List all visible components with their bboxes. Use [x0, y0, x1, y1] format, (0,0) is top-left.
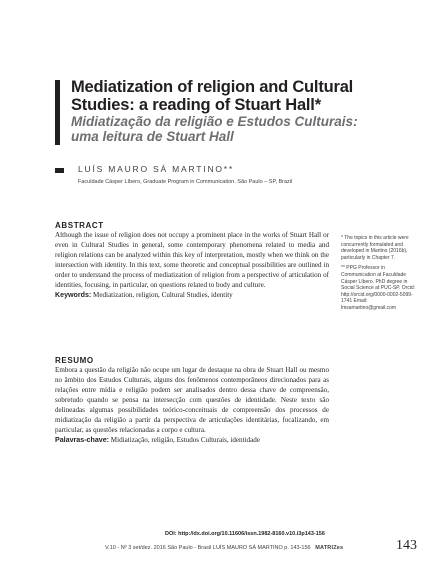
- abstract-text: Although the issue of religion does not occupy a prominent place in the works of Stuart Hall or even in Cultural Studies in general, some contemporary phenomena related to media and religion relations can be analyzed within this key of interpretation, mostly when we think on the intersection with identity. In this text, some theoretic and conceptual possibilities are outlined in order to understand the process of mediatization of religion from a perspective of articulation of identities, focusing, in particular, on questions related to body and culture.: [55, 231, 329, 289]
- footnotes: [341, 235, 417, 316]
- keywords-label: Keywords:: [55, 290, 92, 299]
- title-pt-line-2: uma leitura de Stuart Hall: [71, 129, 234, 144]
- keywords-value: Mediatization, religion, Cultural Studies, identity: [91, 290, 233, 299]
- citation-text: V.10 - Nº 3 set/dez. 2016 São Paulo - Brasil LUÍS MAURO SÁ MARTINO p. 143-156: [105, 545, 311, 551]
- author-name: LUÍS MAURO SÁ MARTINO**: [78, 164, 235, 174]
- resumo-keywords: [55, 436, 329, 446]
- resumo-heading: RESUMO: [55, 356, 94, 365]
- footer-citation: [105, 545, 343, 551]
- abstract-keywords: [55, 291, 329, 301]
- footnote-1: * The topics in this article were concurrently formulated and developed in Martino (2016b), particularly in Chapter 7.: [341, 235, 409, 261]
- title-accent-bar: [55, 80, 60, 145]
- journal-name: MATRIZes: [315, 545, 344, 551]
- article-title-portuguese: [71, 114, 371, 144]
- palavras-chave-value: Midiatização, religião, Estudos Culturais, identidade: [109, 435, 260, 444]
- footnote-2: ** PPG Professor in Communication at Faculdade Cásper Líbero. PhD degree in Social Science at PUC-SP. Orcid: http://orcid.org/0000-0002-5099-1741 Email: lmsamartino@gmail.com: [341, 265, 416, 311]
- resumo-text: Embora a questão da religião não ocupe um lugar de destaque na obra de Stuart Hall ou mesmo no âmbito dos Estudos Culturais, alguns dos fenômenos contemporâneos direcionados para as relações entre mídia e religião podem ser analisados dentro dessa chave de compreensão, sobretudo quando se pensa na intersecção com questões de identidade. Neste texto são delineadas algumas possibilidades teórico-conceituais de compreensão dos processos de midiatização da religião a partir da perspectiva de articulações identitárias, focalizando, em particular, as questões relacionadas a corpo e cultura.: [55, 366, 329, 434]
- doi-link[interactable]: DOI: http://dx.doi.org/10.11606/issn.1982-8160.v10.i3p143-156: [165, 531, 325, 537]
- article-title-english: [71, 78, 401, 114]
- title-en-line-1: Mediatization of religion and Cultural: [71, 78, 354, 96]
- title-pt-line-1: Midiatização da religião e Estudos Culturais:: [71, 114, 358, 129]
- palavras-chave-label: Palavras-chave:: [55, 435, 110, 444]
- title-en-line-2: Studies: a reading of Stuart Hall*: [71, 96, 321, 114]
- page-number: 143: [396, 538, 417, 553]
- author-affiliation: Faculdade Cásper Líbero, Graduate Program in Communication. São Paulo – SP, Brazil: [78, 179, 293, 185]
- resumo-section: [55, 356, 329, 446]
- abstract-heading: ABSTRACT: [55, 221, 104, 230]
- author-marker: [55, 168, 64, 173]
- abstract-section: [55, 221, 329, 301]
